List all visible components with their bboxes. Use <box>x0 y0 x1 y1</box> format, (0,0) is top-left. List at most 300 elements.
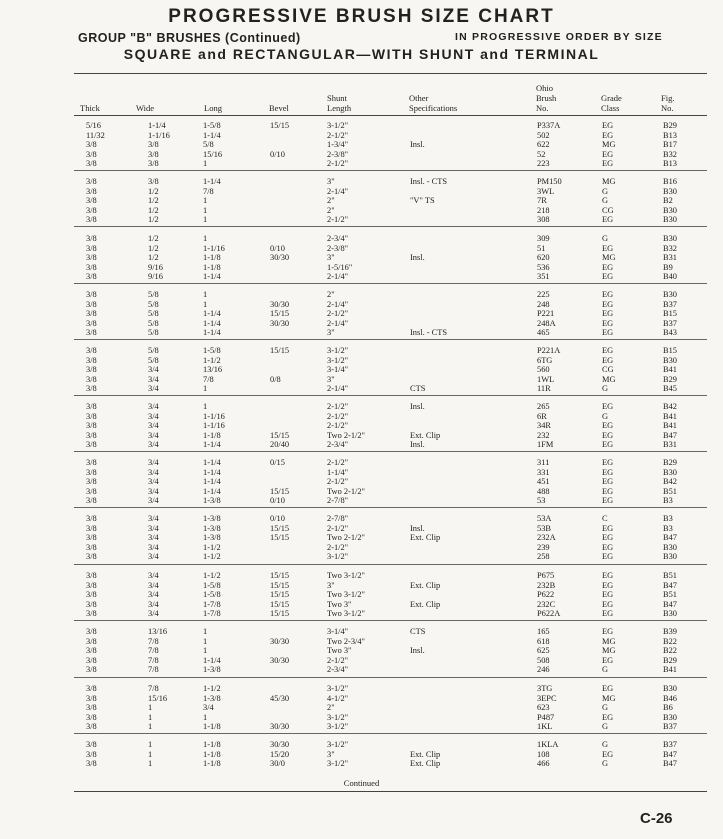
cell-grade: EG <box>602 318 614 328</box>
cell-long: 1-5/8 <box>203 580 221 590</box>
table-row <box>0 571 723 581</box>
cell-thick: 3/8 <box>86 703 97 713</box>
cell-thick: 3/8 <box>86 374 97 384</box>
cell-grade: EG <box>602 571 614 580</box>
cell-bevel: 30/30 <box>270 655 290 665</box>
cell-thick: 3/8 <box>86 234 97 243</box>
table-row <box>0 740 723 750</box>
cell-ohio-no: P622 <box>537 590 555 600</box>
cell-bevel: 15/15 <box>270 430 290 440</box>
cell-ohio-no: 488 <box>537 486 550 496</box>
cell-thick: 3/8 <box>86 458 97 467</box>
cell-long: 1-1/2 <box>203 355 221 365</box>
cell-shunt: Two 2-1/2" <box>327 430 365 440</box>
cell-wide: 1 <box>148 759 153 769</box>
table-row <box>0 290 723 300</box>
cell-grade: EG <box>602 130 614 140</box>
cell-long: 15/16 <box>203 149 223 159</box>
cell-grade: EG <box>602 309 614 319</box>
cell-ohio-no: 239 <box>537 542 550 552</box>
cell-grade: EG <box>602 121 614 130</box>
cell-grade: MG <box>602 646 616 656</box>
cell-thick: 3/8 <box>86 523 97 533</box>
cell-ohio-no: 465 <box>537 328 550 338</box>
cell-other: Ext. Clip <box>410 533 441 543</box>
cell-wide: 1/2 <box>148 243 159 253</box>
table-row <box>0 440 723 450</box>
cell-ohio-no: 165 <box>537 627 550 636</box>
cell-ohio-no: 1KL <box>537 722 553 732</box>
cell-long: 1-1/4 <box>203 130 221 140</box>
group-divider <box>74 339 707 340</box>
cell-thick: 3/8 <box>86 552 97 562</box>
cell-other: Insl. - CTS <box>410 177 447 186</box>
cell-other: Insl. <box>410 402 425 411</box>
cell-grade: G <box>602 411 609 421</box>
cell-shunt: 2" <box>327 290 335 299</box>
cell-wide: 1/2 <box>148 205 159 215</box>
cell-thick: 3/8 <box>86 580 97 590</box>
cell-ohio-no: 309 <box>537 234 550 243</box>
cell-fig: B22 <box>663 636 677 646</box>
cell-grade: MG <box>602 253 616 263</box>
cell-grade: EG <box>602 299 614 309</box>
cell-fig: B15 <box>663 309 677 319</box>
cell-fig: B32 <box>663 149 677 159</box>
cell-shunt: 3-1/2" <box>327 552 349 562</box>
cell-fig: B47 <box>663 749 677 759</box>
cell-thick: 3/8 <box>86 411 97 421</box>
cell-grade: EG <box>602 486 614 496</box>
cell-thick: 3/8 <box>86 655 97 665</box>
cell-shunt: 2-7/8" <box>327 514 349 523</box>
cell-thick: 3/8 <box>86 684 97 693</box>
col-fig-line2: No. <box>661 103 674 113</box>
cell-grade: EG <box>602 243 614 253</box>
cell-thick: 3/8 <box>86 636 97 646</box>
table-row <box>0 581 723 591</box>
table-row <box>0 272 723 282</box>
cell-thick: 3/8 <box>86 665 97 675</box>
cell-long: 1 <box>203 299 208 309</box>
cell-wide: 1 <box>148 712 153 722</box>
table-row <box>0 140 723 150</box>
cell-fig: B37 <box>663 318 677 328</box>
table-row <box>0 637 723 647</box>
cell-shunt: 2-3/4" <box>327 440 349 450</box>
cell-bevel: 30/30 <box>270 318 290 328</box>
cell-ohio-no: 232 <box>537 430 550 440</box>
cell-wide: 5/8 <box>148 290 159 299</box>
table-row <box>0 328 723 338</box>
cell-ohio-no: 232C <box>537 599 556 609</box>
cell-ohio-no: 265 <box>537 402 550 411</box>
cell-long: 1 <box>203 402 208 411</box>
table-row <box>0 514 723 524</box>
cell-fig: B30 <box>663 712 677 722</box>
cell-fig: B31 <box>663 253 677 263</box>
cell-long: 1-1/4 <box>203 177 221 186</box>
cell-bevel: 30/30 <box>270 253 290 263</box>
cell-thick: 5/16 <box>86 121 101 130</box>
cell-fig: B16 <box>663 177 677 186</box>
cell-shunt: 2-1/2" <box>327 523 349 533</box>
cell-shunt: 2-1/2" <box>327 215 349 225</box>
cell-shunt: Two 3" <box>327 599 352 609</box>
cell-shunt: 2-1/2" <box>327 477 349 487</box>
table-row <box>0 402 723 412</box>
table-row <box>0 319 723 329</box>
cell-fig: B41 <box>663 665 677 675</box>
col-wide: Wide <box>136 103 155 113</box>
shape-subtitle: SQUARE and RECTANGULAR—WITH SHUNT and TERMINAL <box>123 46 600 62</box>
cell-fig: B30 <box>663 290 677 299</box>
cell-wide: 5/8 <box>148 355 159 365</box>
cell-long: 1 <box>203 159 208 169</box>
row-group <box>0 458 723 506</box>
cell-bevel: 15/15 <box>270 523 290 533</box>
cell-thick: 3/8 <box>86 299 97 309</box>
table-row <box>0 656 723 666</box>
cell-ohio-no: 311 <box>537 458 550 467</box>
col-fig <box>661 93 674 113</box>
cell-shunt: 3-1/2" <box>327 684 349 693</box>
cell-bevel: 15/15 <box>270 590 290 600</box>
cell-ohio-no: 502 <box>537 130 550 140</box>
table-row <box>0 468 723 478</box>
cell-ohio-no: 466 <box>537 759 550 769</box>
cell-shunt: 3" <box>327 580 335 590</box>
cell-wide: 1 <box>148 703 153 713</box>
cell-long: 1-1/4 <box>203 318 221 328</box>
cell-shunt: Two 3-1/2" <box>327 609 365 619</box>
table-row <box>0 196 723 206</box>
cell-long: 5/8 <box>203 140 214 150</box>
cell-wide: 5/8 <box>148 346 159 355</box>
cell-bevel: 0/10 <box>270 243 285 253</box>
cell-long: 1-1/2 <box>203 542 221 552</box>
cell-long: 1-1/4 <box>203 467 221 477</box>
table-row <box>0 684 723 694</box>
cell-long: 1-3/8 <box>203 533 221 543</box>
cell-bevel: 0/10 <box>270 496 285 506</box>
table-row <box>0 431 723 441</box>
cell-shunt: 2-1/2" <box>327 542 349 552</box>
table-row <box>0 458 723 468</box>
cell-wide: 3/4 <box>148 477 159 487</box>
cell-bevel: 30/30 <box>270 722 290 732</box>
cell-bevel: 15/15 <box>270 609 290 619</box>
cell-long: 1-1/8 <box>203 430 221 440</box>
row-group <box>0 177 723 225</box>
table-row <box>0 300 723 310</box>
cell-ohio-no: 1WL <box>537 374 555 384</box>
cell-shunt: 2-1/2" <box>327 130 349 140</box>
table-row <box>0 263 723 273</box>
cell-long: 1 <box>203 215 208 225</box>
cell-ohio-no: 6TG <box>537 355 553 365</box>
cell-grade: CG <box>602 205 614 215</box>
cell-shunt: Two 3-1/2" <box>327 590 365 600</box>
cell-bevel: 30/30 <box>270 636 290 646</box>
page-title: PROGRESSIVE BRUSH SIZE CHART <box>168 6 555 27</box>
cell-shunt: Two 2-3/4" <box>327 636 365 646</box>
cell-fig: B22 <box>663 646 677 656</box>
table-row <box>0 177 723 187</box>
cell-grade: G <box>602 196 609 206</box>
cell-grade: EG <box>602 599 614 609</box>
cell-fig: B39 <box>663 627 677 636</box>
group-divider <box>74 620 707 621</box>
table-row <box>0 356 723 366</box>
cell-bevel: 15/15 <box>270 571 290 580</box>
cell-long: 1 <box>203 712 208 722</box>
cell-wide: 3/8 <box>148 159 159 169</box>
cell-wide: 7/8 <box>148 684 159 693</box>
cell-shunt: Two 2-1/2" <box>327 486 365 496</box>
cell-shunt: 3" <box>327 749 335 759</box>
cell-wide: 7/8 <box>148 655 159 665</box>
cell-thick: 3/8 <box>86 421 97 431</box>
cell-long: 1 <box>203 205 208 215</box>
cell-bevel: 30/30 <box>270 299 290 309</box>
cell-grade: EG <box>602 458 614 467</box>
cell-long: 1-1/8 <box>203 722 221 732</box>
table-row <box>0 665 723 675</box>
table-row <box>0 234 723 244</box>
cell-wide: 3/8 <box>148 140 159 150</box>
cell-ohio-no: 34R <box>537 421 551 431</box>
cell-grade: EG <box>602 430 614 440</box>
cell-ohio-no: 620 <box>537 253 550 263</box>
cell-long: 1-1/2 <box>203 552 221 562</box>
cell-wide: 3/4 <box>148 440 159 450</box>
cell-thick: 3/8 <box>86 440 97 450</box>
cell-shunt: 2-3/4" <box>327 665 349 675</box>
cell-grade: EG <box>602 355 614 365</box>
cell-ohio-no: 451 <box>537 477 550 487</box>
table-header <box>0 78 723 118</box>
cell-long: 1-1/4 <box>203 272 221 282</box>
cell-long: 1-1/8 <box>203 262 221 272</box>
cell-thick: 3/8 <box>86 290 97 299</box>
cell-long: 1-1/4 <box>203 440 221 450</box>
cell-shunt: 2-1/2" <box>327 159 349 169</box>
cell-fig: B47 <box>663 580 677 590</box>
cell-other: Insl. <box>410 523 425 533</box>
cell-grade: MG <box>602 636 616 646</box>
cell-ohio-no: P221A <box>537 346 561 355</box>
cell-fig: B47 <box>663 599 677 609</box>
table-row <box>0 646 723 656</box>
cell-shunt: 3-1/2" <box>327 346 349 355</box>
cell-shunt: 1-1/4" <box>327 467 349 477</box>
cell-ohio-no: 351 <box>537 272 550 282</box>
cell-ohio-no: 225 <box>537 290 550 299</box>
cell-thick: 3/8 <box>86 309 97 319</box>
cell-ohio-no: 51 <box>537 243 546 253</box>
cell-shunt: 3-1/2" <box>327 740 349 749</box>
cell-fig: B30 <box>663 234 677 243</box>
cell-long: 1-1/8 <box>203 749 221 759</box>
table-row <box>0 150 723 160</box>
cell-fig: B29 <box>663 374 677 384</box>
cell-ohio-no: 618 <box>537 636 550 646</box>
cell-wide: 3/4 <box>148 609 159 619</box>
cell-fig: B51 <box>663 590 677 600</box>
cell-thick: 3/8 <box>86 159 97 169</box>
cell-bevel: 20/40 <box>270 440 290 450</box>
cell-thick: 3/8 <box>86 749 97 759</box>
cell-shunt: 2-7/8" <box>327 496 349 506</box>
cell-grade: EG <box>602 749 614 759</box>
cell-grade: EG <box>602 523 614 533</box>
cell-wide: 1/2 <box>148 186 159 196</box>
cell-bevel: 0/10 <box>270 149 285 159</box>
cell-fig: B41 <box>663 421 677 431</box>
cell-bevel: 15/20 <box>270 749 290 759</box>
cell-fig: B6 <box>663 703 673 713</box>
cell-shunt: 1-5/16" <box>327 262 353 272</box>
col-shunt-line1: Shunt <box>327 93 347 103</box>
col-ohio-line1: Ohio <box>536 83 553 93</box>
cell-fig: B37 <box>663 299 677 309</box>
cell-fig: B30 <box>663 552 677 562</box>
table-row <box>0 703 723 713</box>
cell-shunt: 2" <box>327 703 335 713</box>
cell-shunt: 3" <box>327 374 335 384</box>
cell-shunt: 2-3/4" <box>327 234 349 243</box>
cell-wide: 3/4 <box>148 384 159 394</box>
cell-grade: EG <box>602 552 614 562</box>
cell-thick: 3/8 <box>86 693 97 703</box>
cell-grade: EG <box>602 262 614 272</box>
group-divider <box>74 564 707 565</box>
cell-wide: 3/8 <box>148 177 159 186</box>
cell-ohio-no: 508 <box>537 655 550 665</box>
cell-grade: MG <box>602 374 616 384</box>
cell-long: 1-1/16 <box>203 243 225 253</box>
cell-grade: EG <box>602 580 614 590</box>
row-group <box>0 571 723 619</box>
cell-fig: B29 <box>663 458 677 467</box>
row-group <box>0 234 723 282</box>
cell-grade: G <box>602 722 609 732</box>
col-ohio-line3: No. <box>536 103 549 113</box>
header-bottom-rule <box>74 115 707 116</box>
table-row <box>0 600 723 610</box>
cell-shunt: 3" <box>327 328 335 338</box>
col-other-line1: Other <box>409 93 429 103</box>
cell-long: 1-1/8 <box>203 253 221 263</box>
cell-ohio-no: 248A <box>537 318 556 328</box>
cell-long: 1-1/4 <box>203 477 221 487</box>
cell-thick: 3/8 <box>86 759 97 769</box>
cell-shunt: 3-1/2" <box>327 355 349 365</box>
cell-grade: C <box>602 514 608 523</box>
cell-wide: 7/8 <box>148 646 159 656</box>
col-grade <box>601 93 622 113</box>
cell-ohio-no: 11R <box>537 384 551 394</box>
cell-fig: B29 <box>663 121 677 130</box>
cell-fig: B51 <box>663 486 677 496</box>
cell-thick: 3/8 <box>86 365 97 375</box>
cell-wide: 7/8 <box>148 665 159 675</box>
table-row <box>0 524 723 534</box>
table-bottom-rule <box>74 791 707 792</box>
cell-long: 1-5/8 <box>203 590 221 600</box>
cell-other: Ext. Clip <box>410 749 441 759</box>
cell-thick: 3/8 <box>86 609 97 619</box>
cell-shunt: 2-1/4" <box>327 384 349 394</box>
group-divider <box>74 283 707 284</box>
table-row <box>0 215 723 225</box>
cell-thick: 3/8 <box>86 402 97 411</box>
cell-fig: B37 <box>663 722 677 732</box>
cell-other: CTS <box>410 627 426 636</box>
continued-note: Continued <box>343 778 380 788</box>
cell-wide: 3/4 <box>148 374 159 384</box>
cell-fig: B13 <box>663 159 677 169</box>
cell-wide: 5/8 <box>148 328 159 338</box>
cell-fig: B47 <box>663 533 677 543</box>
cell-thick: 3/8 <box>86 477 97 487</box>
cell-fig: B3 <box>663 514 673 523</box>
cell-grade: EG <box>602 590 614 600</box>
cell-wide: 3/4 <box>148 552 159 562</box>
cell-wide: 3/4 <box>148 402 159 411</box>
cell-fig: B46 <box>663 693 677 703</box>
cell-wide: 3/4 <box>148 523 159 533</box>
col-ohio <box>536 83 556 113</box>
cell-shunt: 3-1/2" <box>327 722 349 732</box>
cell-wide: 3/4 <box>148 496 159 506</box>
cell-ohio-no: 218 <box>537 205 550 215</box>
cell-shunt: 2-1/2" <box>327 458 349 467</box>
cell-long: 1-7/8 <box>203 609 221 619</box>
col-shunt-line2: Length <box>327 103 352 113</box>
cell-ohio-no: 232A <box>537 533 556 543</box>
cell-fig: B9 <box>663 262 673 272</box>
cell-long: 7/8 <box>203 186 214 196</box>
cell-shunt: 2-1/2" <box>327 421 349 431</box>
table-row <box>0 121 723 131</box>
cell-thick: 3/8 <box>86 712 97 722</box>
cell-shunt: 3-1/2" <box>327 121 349 130</box>
table-row <box>0 590 723 600</box>
cell-bevel: 15/15 <box>270 121 290 130</box>
cell-shunt: 3" <box>327 177 335 186</box>
cell-fig: B41 <box>663 365 677 375</box>
cell-wide: 5/8 <box>148 318 159 328</box>
cell-wide: 5/8 <box>148 309 159 319</box>
cell-other: Ext. Clip <box>410 580 441 590</box>
cell-shunt: 2-1/4" <box>327 186 349 196</box>
table-row <box>0 412 723 422</box>
cell-long: 1-1/2 <box>203 684 221 693</box>
cell-bevel: 15/15 <box>270 580 290 590</box>
cell-long: 1-5/8 <box>203 121 221 130</box>
cell-wide: 15/16 <box>148 693 168 703</box>
group-divider <box>74 170 707 171</box>
cell-ohio-no: 223 <box>537 159 550 169</box>
cell-wide: 1 <box>148 722 153 732</box>
table-row <box>0 253 723 263</box>
cell-bevel: 0/10 <box>270 514 285 523</box>
cell-fig: B30 <box>663 355 677 365</box>
cell-long: 1-1/4 <box>203 458 221 467</box>
cell-fig: B51 <box>663 571 677 580</box>
